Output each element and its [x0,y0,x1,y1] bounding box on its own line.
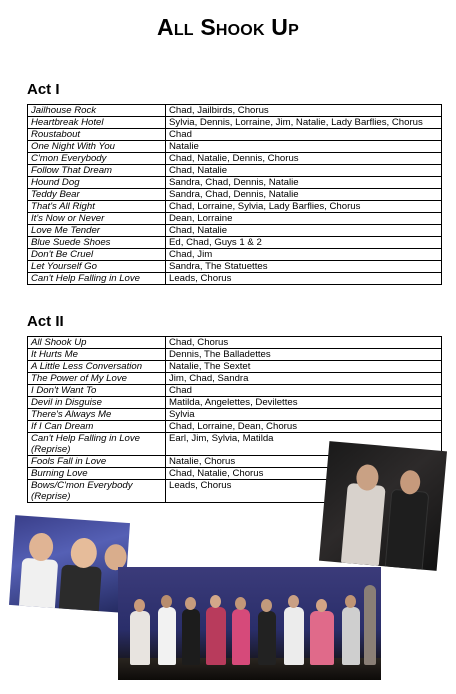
song-row [28,409,442,421]
song-performers: Leads, Chorus [166,273,442,285]
performer-head [316,599,327,612]
song-performers: Natalie [166,141,442,153]
song-row [28,421,442,433]
performers-photo-right [319,441,447,571]
performer-head [185,597,196,610]
performer-figure [59,564,102,612]
song-performers: Ed, Chad, Guys 1 & 2 [166,237,442,249]
song-title: Can't Help Falling in Love [28,273,166,285]
song-row [28,201,442,213]
song-title: That's All Right [28,201,166,213]
song-title: It Hurts Me [28,349,166,361]
song-title: Heartbreak Hotel [28,117,166,129]
song-performers: Sandra, Chad, Dennis, Natalie [166,177,442,189]
performer-head [345,595,356,608]
song-title: C'mon Everybody [28,153,166,165]
song-performers: Chad, Jim [166,249,442,261]
song-performers: Chad, Lorraine, Sylvia, Lady Barflies, Chorus [166,201,442,213]
song-title: All Shook Up [28,337,166,349]
performer-head [210,595,221,608]
song-row [28,397,442,409]
performer-head [261,599,272,612]
song-row [28,385,442,397]
song-title: Teddy Bear [28,189,166,201]
song-title: Can't Help Falling in Love (Reprise) [28,433,166,456]
song-title: A Little Less Conversation [28,361,166,373]
performer-figure [341,483,386,566]
performer-figure [342,607,360,665]
song-performers: Natalie, The Sextet [166,361,442,373]
performer-figure [232,609,250,665]
act-1-song-table [27,104,442,285]
song-title: If I Can Dream [28,421,166,433]
song-row [28,153,442,165]
song-row [28,177,442,189]
song-performers: Chad [166,129,442,141]
song-row [28,213,442,225]
song-row [28,337,442,349]
song-performers: Chad, Chorus [166,337,442,349]
song-row [28,349,442,361]
song-performers: Dennis, The Balladettes [166,349,442,361]
song-title: Burning Love [28,468,166,480]
song-row [28,105,442,117]
song-performers: Leads, Chorus [166,480,442,503]
song-performers: Sylvia [166,409,442,421]
song-row [28,373,442,385]
performer-figure [284,607,304,665]
song-title: Love Me Tender [28,225,166,237]
song-title: It's Now or Never [28,213,166,225]
song-title: One Night With You [28,141,166,153]
song-row [28,225,442,237]
performers-photo-left [9,515,130,613]
song-performers: Chad, Natalie [166,225,442,237]
act-2-heading: Act II [27,313,64,330]
act-1-heading: Act I [27,81,60,98]
performer-figure [258,611,276,665]
song-title: Roustabout [28,129,166,141]
stage-photo-bottom [118,567,381,680]
song-row [28,129,442,141]
performer-figure [385,489,430,571]
performer-head [288,595,299,608]
song-title: Follow That Dream [28,165,166,177]
song-title: I Don't Want To [28,385,166,397]
song-performers: Matilda, Angelettes, Devilettes [166,397,442,409]
song-title: Fools Fall in Love [28,456,166,468]
page-title: All Shook Up [157,14,299,40]
song-performers: Sylvia, Dennis, Lorraine, Jim, Natalie, Lady Barflies, Chorus [166,117,442,129]
song-title: Hound Dog [28,177,166,189]
performer-head [70,537,98,569]
performer-figure [206,607,226,665]
song-performers: Chad, Natalie [166,165,442,177]
song-row [28,237,442,249]
performer-figure [364,585,376,665]
song-performers: Sandra, The Statuettes [166,261,442,273]
song-row [28,273,442,285]
song-row [28,189,442,201]
song-performers: Jim, Chad, Sandra [166,373,442,385]
song-title: Let Yourself Go [28,261,166,273]
song-performers: Chad, Jailbirds, Chorus [166,105,442,117]
song-title: There's Always Me [28,409,166,421]
song-title: Devil in Disguise [28,397,166,409]
performer-head [134,599,145,612]
performer-figure [158,607,176,665]
song-row [28,249,442,261]
performer-figure [130,611,150,665]
act-1-song-list [28,105,442,285]
performer-figure [182,609,200,665]
song-row [28,165,442,177]
song-performers: Natalie, Chorus [166,456,442,468]
song-row [28,117,442,129]
song-performers: Earl, Jim, Sylvia, Matilda [166,433,442,456]
performer-head [235,597,246,610]
song-title: Bows/C'mon Everybody (Reprise) [28,480,166,503]
song-performers: Sandra, Chad, Dennis, Natalie [166,189,442,201]
song-performers: Dean, Lorraine [166,213,442,225]
performer-head [161,595,172,608]
song-title: Jailhouse Rock [28,105,166,117]
song-title: Don't Be Cruel [28,249,166,261]
song-performers: Chad, Natalie, Dennis, Chorus [166,153,442,165]
song-row [28,261,442,273]
song-performers: Chad [166,385,442,397]
song-row [28,141,442,153]
song-performers: Chad, Lorraine, Dean, Chorus [166,421,442,433]
song-title: The Power of My Love [28,373,166,385]
performer-head [28,532,54,562]
performer-figure [310,611,334,665]
song-title: Blue Suede Shoes [28,237,166,249]
performer-figure [19,558,58,610]
song-performers: Chad, Natalie, Chorus [166,468,442,480]
song-row [28,361,442,373]
